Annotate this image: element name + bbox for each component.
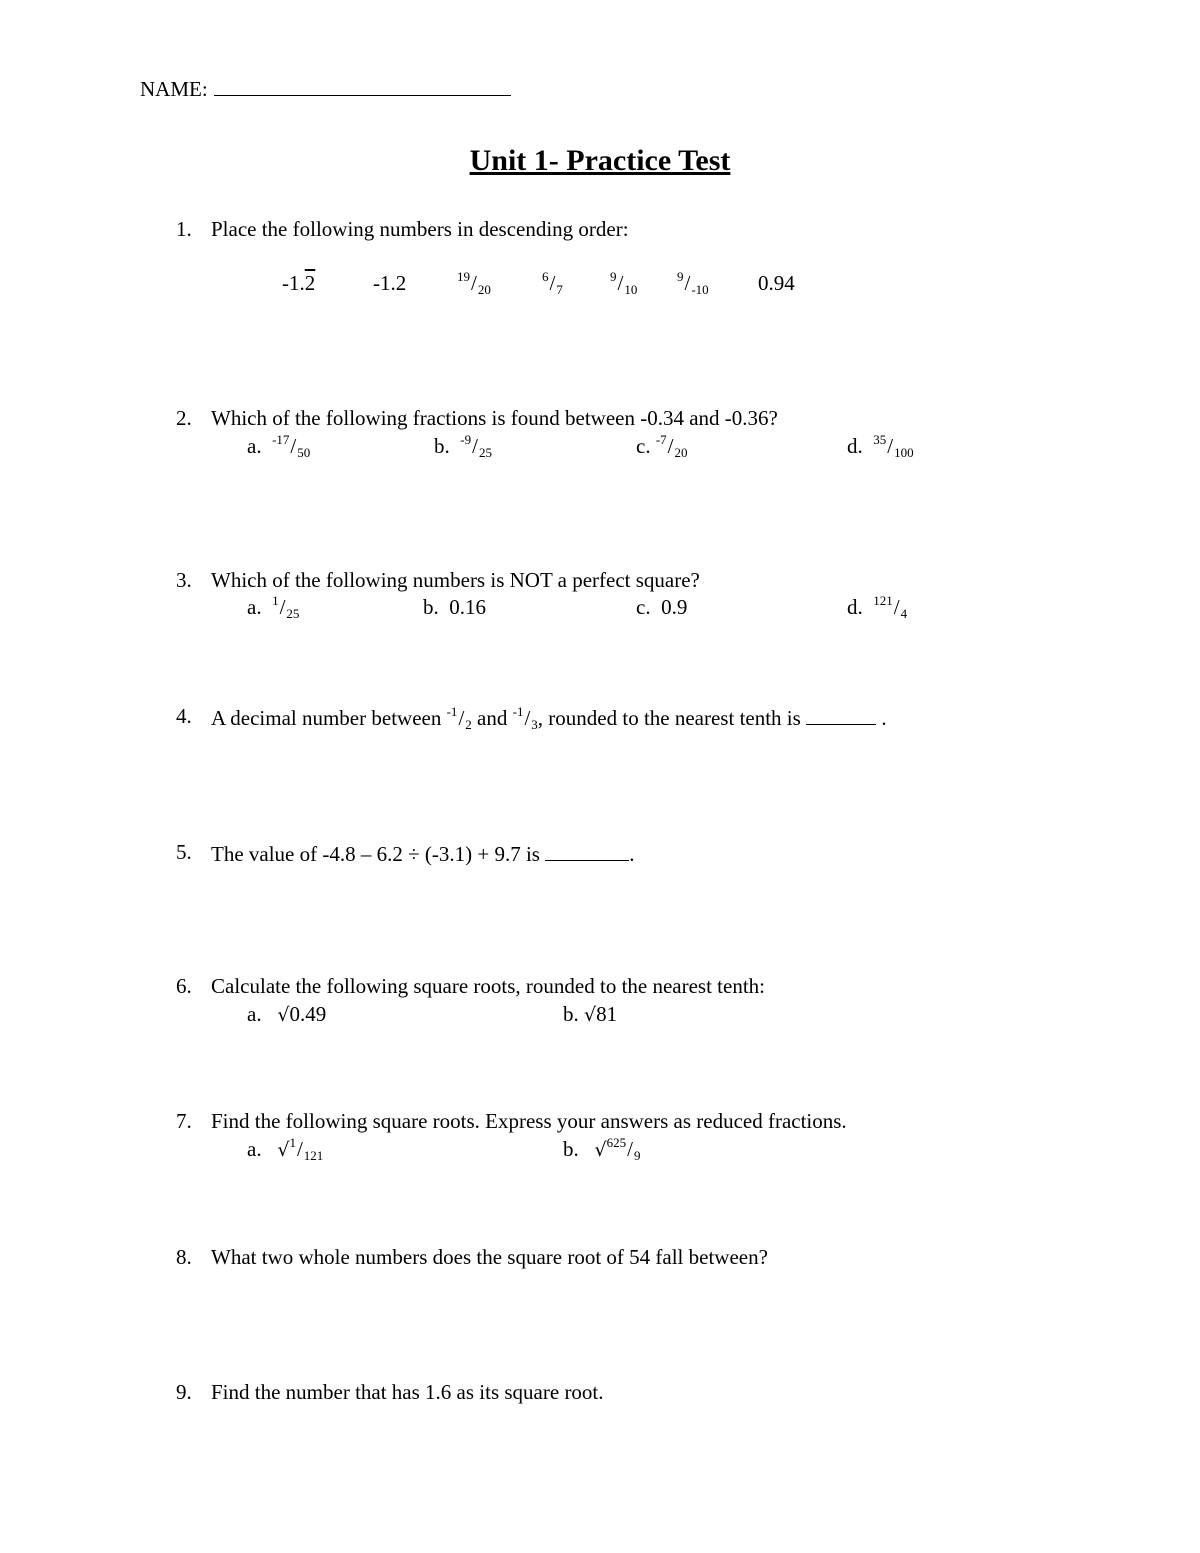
option-label: c.	[636, 595, 651, 619]
q1-item-3-fraction	[457, 269, 491, 297]
q4-text-part-1: A decimal number between	[211, 706, 447, 730]
question-2-text: Which of the following fractions is found between -0.34 and -0.36?	[211, 406, 778, 430]
denominator: 50	[297, 445, 311, 460]
fraction-slash: /	[524, 706, 531, 730]
option-label: d.	[847, 595, 863, 619]
numerator: 19	[457, 269, 470, 284]
q5-text-part-1: The value of -4.8 – 6.2 ÷ (-3.1) + 9.7 is	[211, 842, 546, 866]
numerator: 9	[610, 269, 617, 284]
option-label: a.	[247, 1137, 262, 1161]
q3-option-b	[423, 597, 486, 618]
option-label: a.	[247, 434, 262, 458]
denominator: 25	[286, 606, 300, 621]
fraction-slash: /	[549, 271, 556, 295]
answer-blank	[806, 706, 876, 725]
q1-item-repeating-decimal	[282, 273, 315, 294]
question-4-text	[211, 704, 887, 732]
denominator: 3	[531, 717, 538, 732]
fraction-slash: /	[684, 271, 691, 295]
option-label: c.	[636, 434, 651, 458]
denominator: 121	[303, 1148, 324, 1163]
q2-option-c	[636, 432, 688, 460]
q2-option-a	[247, 432, 311, 460]
fraction-slash: /	[471, 271, 477, 295]
option-label: b.	[434, 434, 450, 458]
question-9-number: 9.	[176, 1380, 192, 1404]
q7-part-a	[247, 1135, 324, 1163]
numerator: -1	[446, 704, 458, 719]
fraction-slash: /	[296, 1137, 303, 1161]
q4-text-part-2: and	[471, 706, 513, 730]
numerator: 1	[272, 593, 279, 608]
q6-part-a	[247, 1004, 326, 1025]
fraction-slash: /	[279, 595, 286, 619]
square-root-icon: √	[594, 1139, 607, 1161]
option-label: b.	[563, 1002, 579, 1026]
numerator: 9	[677, 269, 684, 284]
option-value: 0.16	[449, 595, 486, 619]
question-3-text: Which of the following numbers is NOT a perfect square?	[211, 568, 700, 592]
denominator: 25	[478, 445, 492, 460]
question-7-text: Find the following square roots. Express your answers as reduced fractions.	[211, 1109, 847, 1133]
q1-item-5-fraction	[610, 269, 638, 297]
denominator: 4	[900, 606, 908, 621]
name-label: NAME:	[140, 77, 208, 101]
fraction-slash: /	[458, 706, 465, 730]
name-field	[140, 77, 511, 100]
denominator: 20	[674, 445, 688, 460]
numerator: -1	[512, 704, 524, 719]
denominator: 20	[477, 282, 491, 297]
q7-part-b	[563, 1135, 641, 1163]
question-1-number: 1.	[176, 217, 192, 241]
question-8-number: 8.	[176, 1245, 192, 1269]
question-8-text: What two whole numbers does the square root of 54 fall between?	[211, 1245, 768, 1269]
q2-option-d	[847, 432, 914, 460]
numerator: 6	[542, 269, 549, 284]
name-blank-line	[214, 77, 511, 96]
square-root-icon: √	[277, 1139, 290, 1161]
numerator: 625	[606, 1135, 627, 1150]
square-root-icon: √	[584, 1004, 597, 1026]
question-5-number: 5.	[176, 840, 192, 864]
question-4-number: 4.	[176, 704, 192, 728]
q3-option-c	[636, 597, 687, 618]
numerator: -17	[272, 432, 290, 447]
fraction-slash: /	[617, 271, 624, 295]
square-root-icon: √	[277, 1004, 290, 1026]
fraction-slash: /	[472, 434, 478, 458]
q1-item-4-fraction	[542, 269, 563, 297]
numerator: 121	[873, 593, 893, 608]
denominator: 10	[624, 282, 638, 297]
question-3-number: 3.	[176, 568, 192, 592]
question-6-text: Calculate the following square roots, rounded to the nearest tenth:	[211, 974, 766, 998]
option-label: b.	[423, 595, 439, 619]
fraction-slash: /	[290, 434, 297, 458]
denominator: 100	[894, 445, 914, 460]
numerator: 35	[873, 432, 887, 447]
q4-text-part-4: .	[876, 706, 887, 730]
q1-item-2: -1.2	[373, 271, 407, 295]
denominator: 7	[556, 282, 563, 297]
answer-blank	[545, 842, 629, 861]
option-label: d.	[847, 434, 863, 458]
denominator: -10	[691, 282, 709, 297]
option-label: a.	[247, 1002, 262, 1026]
radicand: 81	[596, 1002, 618, 1026]
numerator: -7	[655, 432, 667, 447]
fraction-slash: /	[667, 434, 674, 458]
q1-item-6-fraction	[677, 269, 709, 297]
question-7-number: 7.	[176, 1109, 192, 1133]
q1-item-1-repeating-digit: 2	[304, 271, 316, 295]
q5-text-part-2: .	[629, 842, 635, 866]
option-value: 0.9	[661, 595, 688, 619]
q3-option-d	[847, 593, 908, 621]
fraction-slash: /	[893, 595, 900, 619]
q2-option-b	[434, 432, 492, 460]
numerator: 1	[289, 1135, 296, 1150]
fraction-slash: /	[627, 1137, 633, 1161]
denominator: 2	[465, 717, 472, 732]
question-2-number: 2.	[176, 406, 192, 430]
q1-item-1-integer-part: -1.	[282, 271, 305, 295]
page-title: Unit 1- Practice Test	[469, 144, 731, 177]
option-label: a.	[247, 595, 262, 619]
q6-part-b	[563, 1004, 617, 1025]
q3-option-a	[247, 593, 300, 621]
question-5-text	[211, 842, 634, 865]
question-6-number: 6.	[176, 974, 192, 998]
question-9-text: Find the number that has 1.6 as its square root.	[211, 1380, 604, 1404]
q4-text-part-3: , rounded to the nearest tenth is	[537, 706, 807, 730]
q1-item-7: 0.94	[758, 271, 795, 295]
denominator: 9	[633, 1148, 641, 1163]
option-label: b.	[563, 1137, 579, 1161]
numerator: -9	[460, 432, 472, 447]
question-1-text: Place the following numbers in descending order:	[211, 217, 629, 241]
radicand: 0.49	[289, 1002, 327, 1026]
fraction-slash: /	[887, 434, 894, 458]
